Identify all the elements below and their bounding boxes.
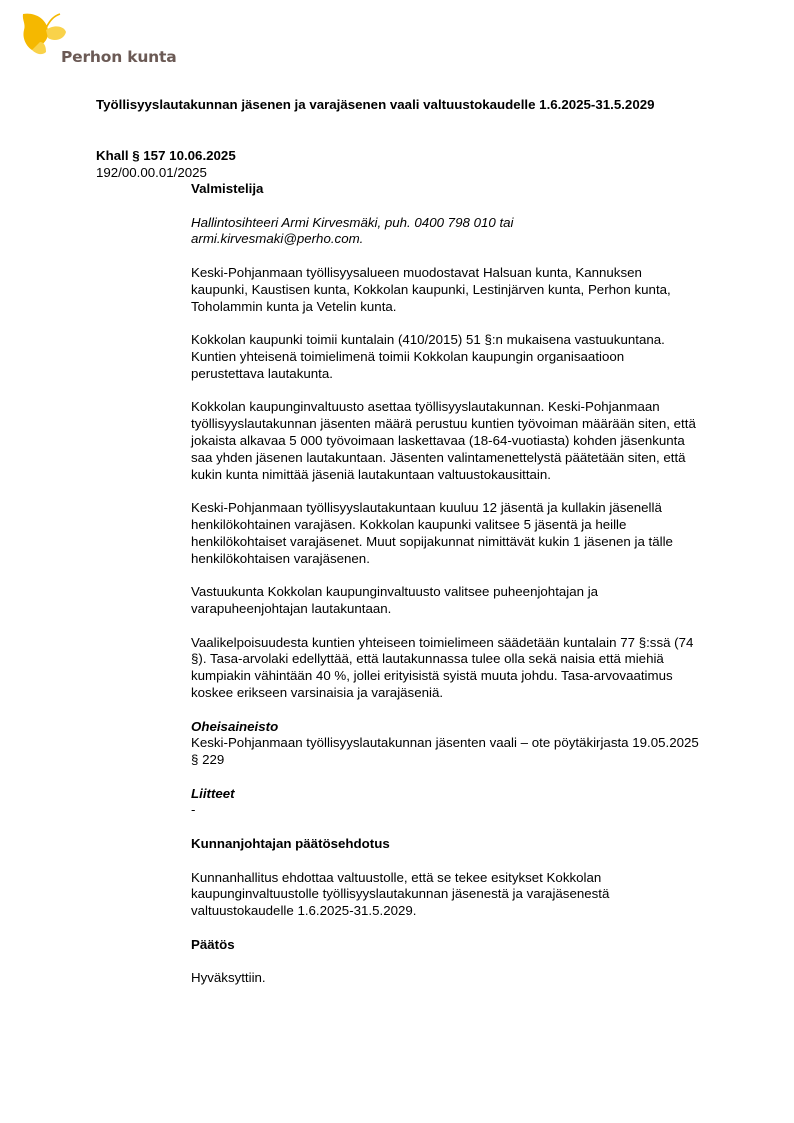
appendices-text: - — [191, 802, 196, 818]
document-meta — [96, 148, 236, 181]
paragraph: Vastuukunta Kokkolan kaupunginvaltuusto valitsee puheenjohtajan ja varapuheenjohtajan lautakuntaan. — [191, 584, 599, 616]
preparer-contact — [191, 215, 701, 249]
case-number: 192/00.00.01/2025 — [96, 164, 207, 180]
meeting-reference: Khall § 157 10.06.2025 — [96, 148, 236, 163]
municipality-logo — [20, 10, 190, 66]
attachments-info-heading: Oheisaineisto — [191, 718, 279, 734]
paragraph: Vaalikelpoisuudesta kuntien yhteiseen toimielimeen säädetään kuntalain 77 §:ssä (74 §). Tasa-arvolaki edellyttää, että lautakunnassa tulee olla sekä naisia että miehiä kumpiakin vähintään 40 %, jollei erityisistä syistä muuta johdu. Tasa-arvovaatimus koskee erikseen varsinaisia ja varajäseniä. — [191, 634, 694, 700]
preparer-heading: Valmistelija — [191, 181, 264, 196]
proposal-text: Kunnanhallitus ehdottaa valtuustolle, että se tekee esitykset Kokkolan kaupunginvaltuustolle työllisyyslautakunnan jäsenestä ja varajäsenestä valtuustokaudelle 1.6.2025-31.5.2029. — [191, 869, 610, 919]
attachments-info-text: Keski-Pohjanmaan työllisyyslautakunnan jäsenten vaali – ote pöytäkirjasta 19.05.2025 § 229 — [191, 735, 699, 768]
paragraph: Keski-Pohjanmaan työllisyysalueen muodostavat Halsuan kunta, Kannuksen kaupunki, Kaustisen kunta, Kokkolan kaupunki, Lestinjärven kunta, Perhon kunta, Toholammin kunta ja Vetelin kunta. — [191, 264, 671, 314]
document-body — [191, 181, 701, 1004]
appendices-heading: Liitteet — [191, 785, 235, 801]
paragraph: Keski-Pohjanmaan työllisyyslautakuntaan kuuluu 12 jäsentä ja kullakin jäsenellä henkilökohtainen varajäsen. Kokkolan kaupunki valitsee 5 jäsentä ja heille henkilökohtaiset varajäsenet. Muut sopijakunnat nimittävät kukin 1 jäsenen ja tälle henkilökohtaisen varajäsenen. — [191, 500, 673, 566]
decision-text: Hyväksyttiin. — [191, 970, 266, 986]
paragraph: Kokkolan kaupunki toimii kuntalain (410/2015) 51 §:n mukaisena vastuukuntana. Kuntien yhteisenä toimielimenä toimii Kokkolan kaupungin organisaatioon perustettava lautakunta. — [191, 332, 665, 381]
preparer-contact-line2: armi.kirvesmaki@perho.com. — [191, 231, 364, 247]
decision-heading: Päätös — [191, 936, 235, 952]
proposal-heading: Kunnanjohtajan päätösehdotus — [191, 836, 390, 852]
logo-text: Perhon kunta — [61, 48, 177, 66]
paragraph: Kokkolan kaupunginvaltuusto asettaa työllisyyslautakunnan. Keski-Pohjanmaan työllisyyslautakunnan jäsenten määrä perustuu kuntien työvoiman määrään siten, että jokaista alkavaa 5 000 työvoimaan laskettavaa (18-64-vuotiasta) kohden jäsenkunta saa yhden jäsenen lautakuntaan. Jäsenten valintamenettelystä päätetään siten, että kukin kunta nimittää jäseniä lautakuntaan valtuustokausittain. — [191, 399, 696, 482]
document-title: Työllisyyslautakunnan jäsenen ja varajäsenen vaali valtuustokaudelle 1.6.2025-31.5.2029 — [96, 97, 655, 112]
preparer-contact-line1: Hallintosihteeri Armi Kirvesmäki, puh. 0400 798 010 tai — [191, 214, 514, 230]
